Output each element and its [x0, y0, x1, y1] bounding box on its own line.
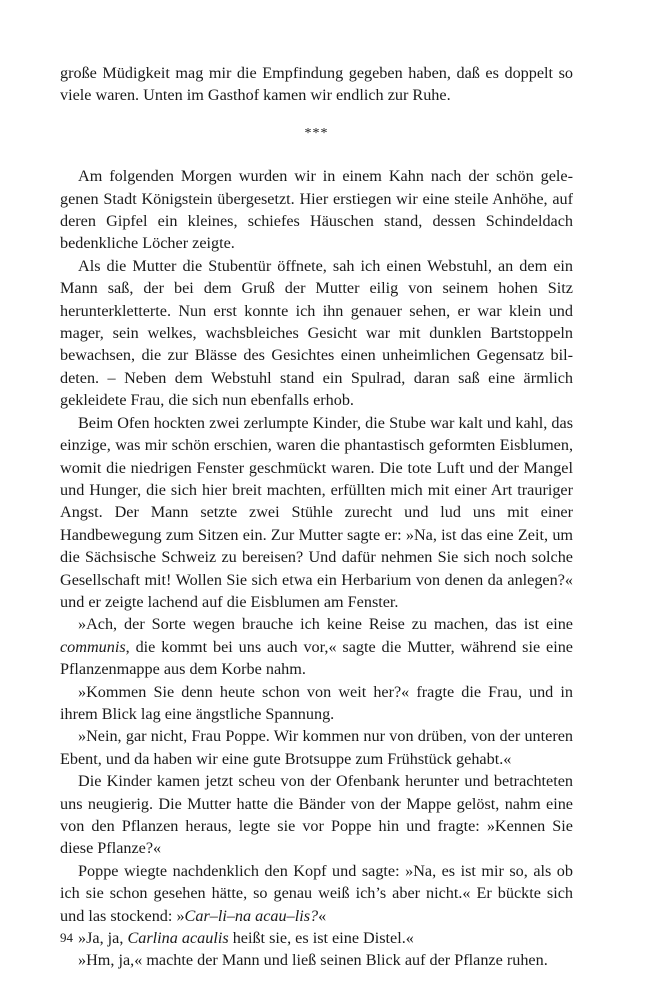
paragraph: [60, 725, 573, 770]
paragraph-text: Als die Mutter die Stubentür öffnete, sah ich einen Webstuhl, an dem ein Mann saß, der bei dem Gruß der Mutter eilig von seinem hohen Sitz herunterkletterte. Nun erst konnte ich ihn genauer sehen, er war klein und mager, sein welkes, wachsbleiches Gesicht war mit dunklen Bartstoppeln bewachsen, die zur Blässe des Gesichtes einen unheimlichen Gegensatz bildeten. – Neben dem Webstuhl stand ein Spulrad, daran saß eine ärmlich gekleidete Frau, die sich nun ebenfalls erhob.: [60, 256, 573, 410]
paragraph-text: heißt sie, es ist eine Distel.«: [228, 929, 414, 948]
page-body: [60, 62, 573, 972]
page-number: 94: [60, 930, 73, 945]
paragraph: [60, 770, 573, 860]
paragraph-text: Beim Ofen hockten zwei zerlumpte Kinder, die Stube war kalt und kahl, das einzige, was mir schön erschien, waren die phantastisch geformten Eisblumen, womit die niedrigen Fenster geschmückt waren. Die tote Luft und der Mangel und Hunger, die sich hier breit machten, erfüllten mich mit einer Art trauriger Angst. Der Mann setzte zwei Stühle zurecht und lud uns mit einer Handbewegung zum Sitzen ein. Zur Mutter sagte er: »Na, ist das eine Zeit, um die Sächsische Schweiz zu bereisen? Und dafür nehmen Sie sich noch solche Gesellschaft mit! Wollen Sie sich etwa ein Herbarium von denen da anlegen?« und er zeigte lachend auf die Eisblumen am Fenster.: [60, 413, 573, 611]
paragraph-text: Die Kinder kamen jetzt scheu von der Ofenbank herunter und betrachteten uns neugierig. Die Mutter hatte die Bänder von der Mappe gelöst, nahm eine von den Pflanzen heraus, legte sie vor Poppe hin und fragte: »Kennen Sie diese Pflanze?«: [60, 772, 573, 858]
section-separator: [60, 123, 573, 145]
paragraph-text: »Ja, ja,: [78, 929, 128, 948]
paragraph: [60, 255, 573, 412]
paragraph-text: »Ach, der Sorte wegen brauche ich keine Reise zu machen, das ist eine: [78, 615, 573, 634]
italic-text: communis: [60, 637, 126, 656]
paragraph: [60, 165, 573, 255]
paragraph-text: Am folgenden Morgen wurden wir in einem Kahn nach der schön gelegenen Stadt Königstein übergesetzt. Hier erstiegen wir eine steile Anhöhe, auf deren Gipfel ein kleines, schiefes Häuschen stand, dessen Schindeldach bedenkliche Löcher zeigte.: [60, 167, 573, 253]
paragraph-text: »Nein, gar nicht, Frau Poppe. Wir kommen nur von drüben, von der unteren Ebent, und da haben wir eine gute Brotsuppe zum Frühstück gehabt.«: [60, 727, 573, 768]
paragraph-text: große Müdigkeit mag mir die Empfindung gegeben haben, daß es doppelt so viele waren. Unten im Gasthof kamen wir endlich zur Ruhe.: [60, 64, 573, 105]
paragraph: [60, 62, 573, 107]
paragraph-text: Poppe wiegte nachdenklich den Kopf und sagte: »Na, es ist mir so, als ob ich sie schon gesehen hätte, so genau weiß ich’s aber nicht.« Er bückte sich und las stockend: »: [60, 861, 573, 925]
paragraph-text: ***: [304, 125, 329, 141]
paragraph: [60, 412, 573, 614]
italic-text: Car–li–na acau–lis?: [184, 906, 319, 925]
paragraph: [60, 860, 573, 927]
paragraph-text: »Kommen Sie denn heute schon von weit her?« fragte die Frau, und in ihrem Blick lag eine ängstliche Spannung.: [60, 682, 573, 723]
paragraph-text: , die kommt bei uns auch vor,« sagte die Mutter, während sie eine Pflanzenmappe aus dem Korbe nahm.: [60, 637, 573, 679]
paragraph-text: »Hm, ja,« machte der Mann und ließ seinen Blick auf der Pflanze ruhen.: [78, 951, 548, 970]
paragraph: [60, 927, 573, 949]
paragraph-text: «: [318, 906, 327, 925]
paragraph: [60, 681, 573, 726]
paragraph: [60, 613, 573, 680]
paragraph: [60, 949, 573, 971]
italic-text: Carlina acaulis: [127, 929, 229, 948]
